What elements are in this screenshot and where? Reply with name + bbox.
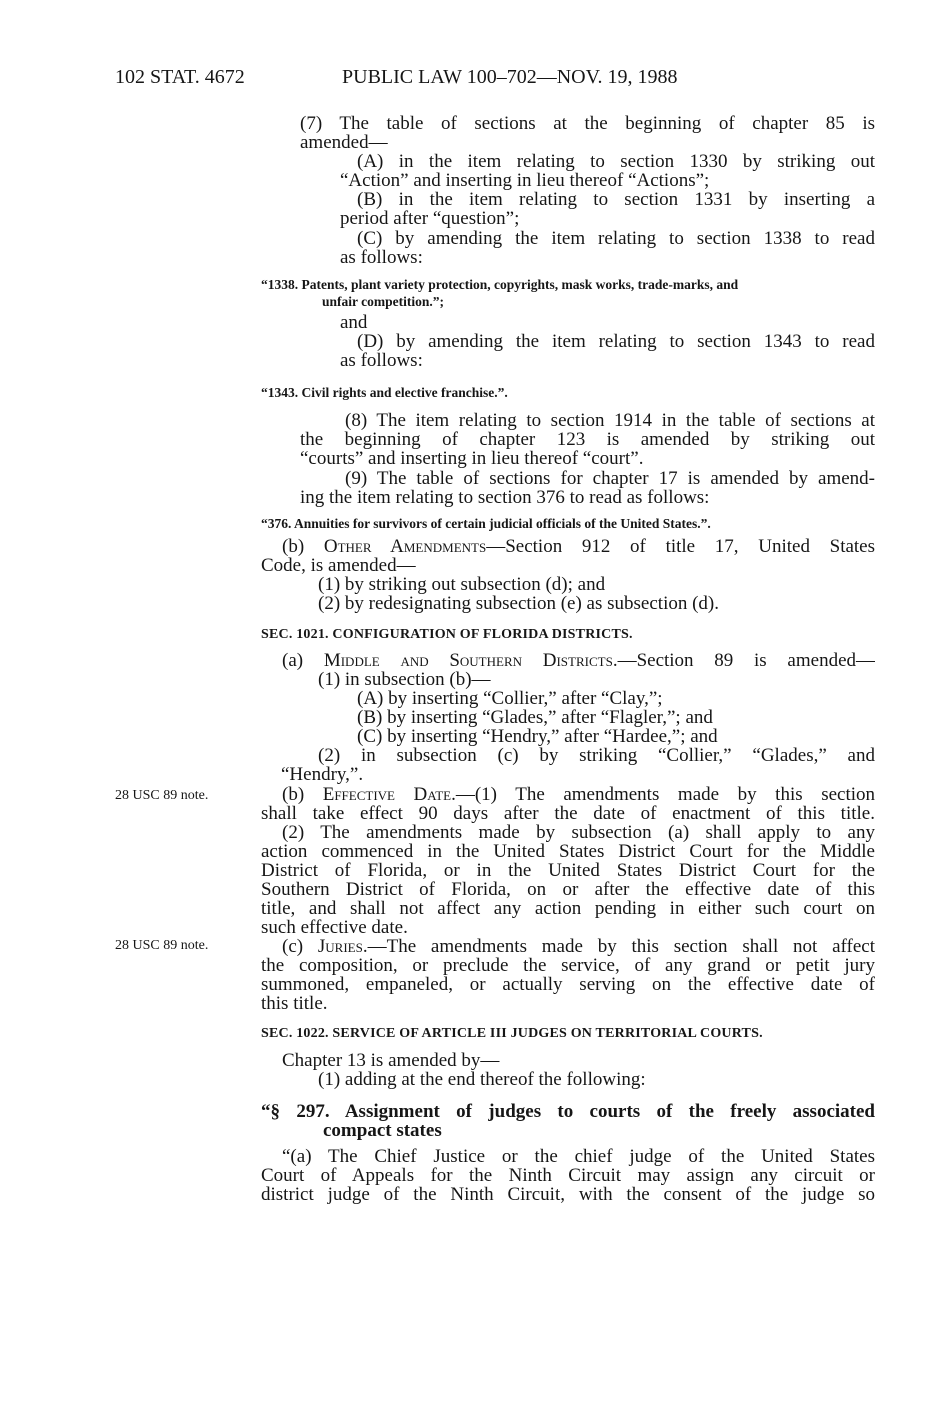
s1021b-p2-line-4: Southern District of Florida, on or after the effective date of this xyxy=(261,880,875,899)
item-1343: “1343. Civil rights and elective franchise.”. xyxy=(261,385,508,400)
paragraph-8 xyxy=(300,411,875,468)
s1021a-item-C: (C) by inserting “Hendry,” after “Hardee,”; and xyxy=(357,726,718,747)
s1021a-item-1: (1) in subsection (b)— xyxy=(318,669,491,690)
s297a-line-1: “(a) The Chief Justice or the chief judge of the United States xyxy=(282,1147,875,1166)
p9-line-2: ing the item relating to section 376 to read as follows: xyxy=(300,488,710,507)
s1021a-item-A: (A) by inserting “Collier,” after “Clay,”; xyxy=(357,688,663,709)
p8-line-2: the beginning of chapter 123 is amended by striking out xyxy=(300,430,875,449)
pb-prefix: (b) xyxy=(282,537,324,556)
s1021a-heading: Middle and Southern Districts xyxy=(323,651,613,670)
p7d-line-1: (D) by amending the item relating to section 1343 to read xyxy=(357,332,875,351)
s1021a-rest: .—Section 89 is amended— xyxy=(612,651,875,670)
s297a-line-3: district judge of the Ninth Circuit, with the consent of the judge so xyxy=(261,1185,875,1204)
p7-item-d xyxy=(357,332,875,351)
s1021-c-juries xyxy=(261,937,875,1013)
p7-line-2: amended— xyxy=(300,133,388,152)
and-word: and xyxy=(340,312,368,333)
p7c-line-1: (C) by amending the item relating to section 1338 to read xyxy=(357,229,875,248)
p7b-line-2: period after “question”; xyxy=(340,208,520,229)
p7b-line-1: (B) in the item relating to section 1331 by inserting a xyxy=(357,190,875,209)
p7-item-c xyxy=(357,229,875,248)
s1021-b-effective-date xyxy=(261,785,875,937)
page-stat-number: 102 STAT. 4672 xyxy=(115,66,245,88)
p7d-line-2: as follows: xyxy=(340,350,423,371)
pb-line-2: Code, is amended— xyxy=(261,556,416,575)
s1021c-line-2: the composition, or preclude the service, of any grand or petit jury xyxy=(261,956,875,975)
p7a-line-1: (A) in the item relating to section 1330 by striking out xyxy=(357,152,875,171)
s1021b-line-1-rest: .—(1) The amendments made by this section xyxy=(451,785,875,804)
s1021b-p2-line-3: District of Florida, or in the United States District Court for the xyxy=(261,861,875,880)
s1021b-line-2: shall take effect 90 days after the date of enactment of this title. xyxy=(261,804,875,823)
item-1338-line-2: unfair competition.”; xyxy=(322,294,444,309)
s1021b-p2-line-5: title, and shall not affect any action pending in either such court on xyxy=(261,899,875,918)
s1021b-heading: Effective Date xyxy=(322,785,452,804)
pb-item-2: (2) by redesignating subsection (e) as subsection (d). xyxy=(318,593,720,614)
s1021b-prefix: (b) xyxy=(282,785,323,804)
item-376: “376. Annuities for survivors of certain judicial officials of the United States.”. xyxy=(261,516,711,531)
p7-item-b xyxy=(357,190,875,209)
s1021c-line-4: this title. xyxy=(261,994,328,1013)
pb-item-1: (1) by striking out subsection (d); and xyxy=(318,574,606,595)
paragraph-9 xyxy=(300,469,875,507)
s1021a-item-2-line-1: (2) in subsection (c) by striking “Collier,” “Glades,” and xyxy=(318,746,875,765)
s297a-line-2: Court of Appeals for the Ninth Circuit may assign any circuit or xyxy=(261,1166,875,1185)
p8-line-1: (8) The item relating to section 1914 in the table of sections at xyxy=(345,411,875,430)
subsection-b-other-amendments xyxy=(261,537,875,575)
p8-line-3: “courts” and inserting in lieu thereof “court”. xyxy=(300,449,644,468)
s297-heading-line-1: “§ 297. Assignment of judges to courts of the freely associated xyxy=(261,1102,875,1121)
s1021c-heading: Juries xyxy=(317,937,363,956)
margin-note-2: 28 USC 89 note. xyxy=(115,938,209,953)
margin-note-1: 28 USC 89 note. xyxy=(115,788,209,803)
item-1338-line-1: “1338. Patents, plant variety protection, copyrights, mask works, trade-marks, and xyxy=(261,277,739,292)
s1022-line-2: (1) adding at the end thereof the following: xyxy=(318,1069,646,1090)
section-1022-heading: SEC. 1022. SERVICE OF ARTICLE III JUDGES ON TERRITORIAL COURTS. xyxy=(261,1026,763,1041)
p7a-line-2: “Action” and inserting in lieu thereof “Actions”; xyxy=(340,170,710,191)
s1021c-line-1 xyxy=(261,937,875,956)
p7-line-1: (7) The table of sections at the beginning of chapter 85 is xyxy=(300,114,875,133)
s1021c-prefix: (c) xyxy=(282,937,318,956)
public-law-header: PUBLIC LAW 100–702—NOV. 19, 1988 xyxy=(342,66,678,88)
pb-heading: Other Amendments xyxy=(323,537,487,556)
s1021b-p2-line-1: (2) The amendments made by subsection (a) shall apply to any xyxy=(282,823,875,842)
section-1021-heading: SEC. 1021. CONFIGURATION OF FLORIDA DISTRICTS. xyxy=(261,627,633,642)
pb-line-1-rest: —Section 912 of title 17, United States xyxy=(486,537,875,556)
paragraph-7 xyxy=(300,114,875,152)
s297-subsection-a xyxy=(261,1147,875,1204)
s1021a-item-2 xyxy=(261,746,875,784)
s1021b-p2-line-2: action commenced in the United States District Court for the Middle xyxy=(261,842,875,861)
s1021-a-line-1 xyxy=(282,651,875,670)
s1021a-item-B: (B) by inserting “Glades,” after “Flagler,”; and xyxy=(357,707,713,728)
section-297-heading xyxy=(261,1102,875,1121)
p9-line-1: (9) The table of sections for chapter 17 is amended by amend- xyxy=(345,469,875,488)
s1021c-line-1-rest: .—The amendments made by this section shall not affect xyxy=(362,937,875,956)
s1021a-item-2-line-2: “Hendry,”. xyxy=(281,765,364,784)
p7-item-a xyxy=(357,152,875,171)
p7c-line-2: as follows: xyxy=(340,247,423,268)
s1021c-line-3: summoned, empaneled, or actually serving on the effective date of xyxy=(261,975,875,994)
s1021a-line xyxy=(282,651,875,670)
s297-heading-line-2: compact states xyxy=(323,1120,442,1141)
s1021a-prefix: (a) xyxy=(282,651,324,670)
s1021b-line-1 xyxy=(261,785,875,804)
s1022-line-1: Chapter 13 is amended by— xyxy=(282,1050,500,1071)
pb-line-1 xyxy=(261,537,875,556)
s1021b-p2-line-6: such effective date. xyxy=(261,918,408,937)
